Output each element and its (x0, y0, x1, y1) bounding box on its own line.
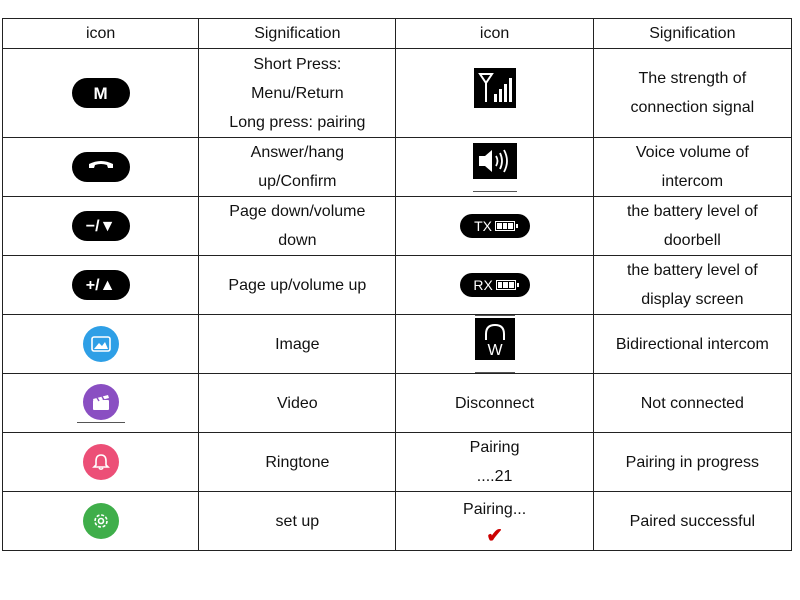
ringtone-app-icon (83, 444, 119, 480)
icon-cell (3, 197, 199, 256)
signification-cell: Pairing in progress (593, 433, 791, 492)
tx-battery-icon: TX (460, 214, 530, 238)
table-row (3, 197, 792, 256)
phone-button-icon (72, 152, 130, 182)
icon-cell (3, 256, 199, 315)
battery-icon (496, 280, 516, 290)
disconnect-label: Disconnect (455, 394, 535, 412)
speaker-volume-icon (473, 143, 517, 192)
signification-cell: Video (199, 374, 396, 433)
status-text-cell (396, 492, 593, 551)
signification-cell: Not connected (593, 374, 791, 433)
header-signification-left: Signification (199, 19, 396, 49)
signification-cell: Page down/volume down (199, 197, 396, 256)
image-app-icon (83, 326, 119, 362)
signification-cell: The strength of connection signal (593, 49, 791, 138)
pairing-countdown: ....21 (476, 468, 513, 485)
signification-cell: Image (199, 315, 396, 374)
icon-cell (396, 49, 593, 138)
icon-cell (3, 315, 199, 374)
status-text-cell (396, 433, 593, 492)
icon-signification-table (2, 18, 792, 551)
minus-down-button-icon: −/▼ (72, 211, 130, 241)
table-row (3, 433, 792, 492)
signal-strength-icon (474, 68, 516, 118)
table-row (3, 138, 792, 197)
table-row (3, 374, 792, 433)
icon-cell (3, 374, 199, 433)
icon-cell (3, 433, 199, 492)
header-icon-left: icon (3, 19, 199, 49)
icon-cell (396, 256, 593, 315)
icon-cell (3, 49, 199, 138)
header-icon-right: icon (396, 19, 593, 49)
table-header-row (3, 19, 792, 49)
signification-cell: the battery level of doorbell (593, 197, 791, 256)
icon-cell (396, 315, 593, 374)
table-row (3, 315, 792, 374)
signification-cell: Answer/hang up/Confirm (199, 138, 396, 197)
table-row (3, 256, 792, 315)
signification-cell: the battery level of display screen (593, 256, 791, 315)
checkmark-icon: ✔ (486, 524, 503, 547)
signification-cell: Short Press: Menu/Return Long press: pairing (199, 49, 396, 138)
icon-cell (3, 492, 199, 551)
icon-cell (3, 138, 199, 197)
signification-cell: Page up/volume up (199, 256, 396, 315)
signification-cell: set up (199, 492, 396, 551)
icon-cell (396, 197, 593, 256)
pairing-label: Pairing (469, 439, 520, 456)
table-row (3, 49, 792, 138)
rx-battery-icon: RX (460, 273, 530, 297)
intercom-icon (475, 315, 515, 373)
settings-app-icon (83, 503, 119, 539)
pairing-done-label: Pairing... (463, 500, 527, 518)
signification-cell: Paired successful (593, 492, 791, 551)
plus-up-button-icon: +/▲ (72, 270, 130, 300)
battery-icon (495, 221, 515, 231)
svg-text:W: W (487, 342, 503, 359)
icon-cell (396, 138, 593, 197)
signification-cell: Ringtone (199, 433, 396, 492)
signification-cell: Bidirectional intercom (593, 315, 791, 374)
status-text-cell (396, 374, 593, 433)
header-signification-right: Signification (593, 19, 791, 49)
table-row (3, 492, 792, 551)
signification-cell: Voice volume of intercom (593, 138, 791, 197)
video-app-icon (83, 384, 119, 420)
m-button-icon: M (72, 78, 130, 108)
